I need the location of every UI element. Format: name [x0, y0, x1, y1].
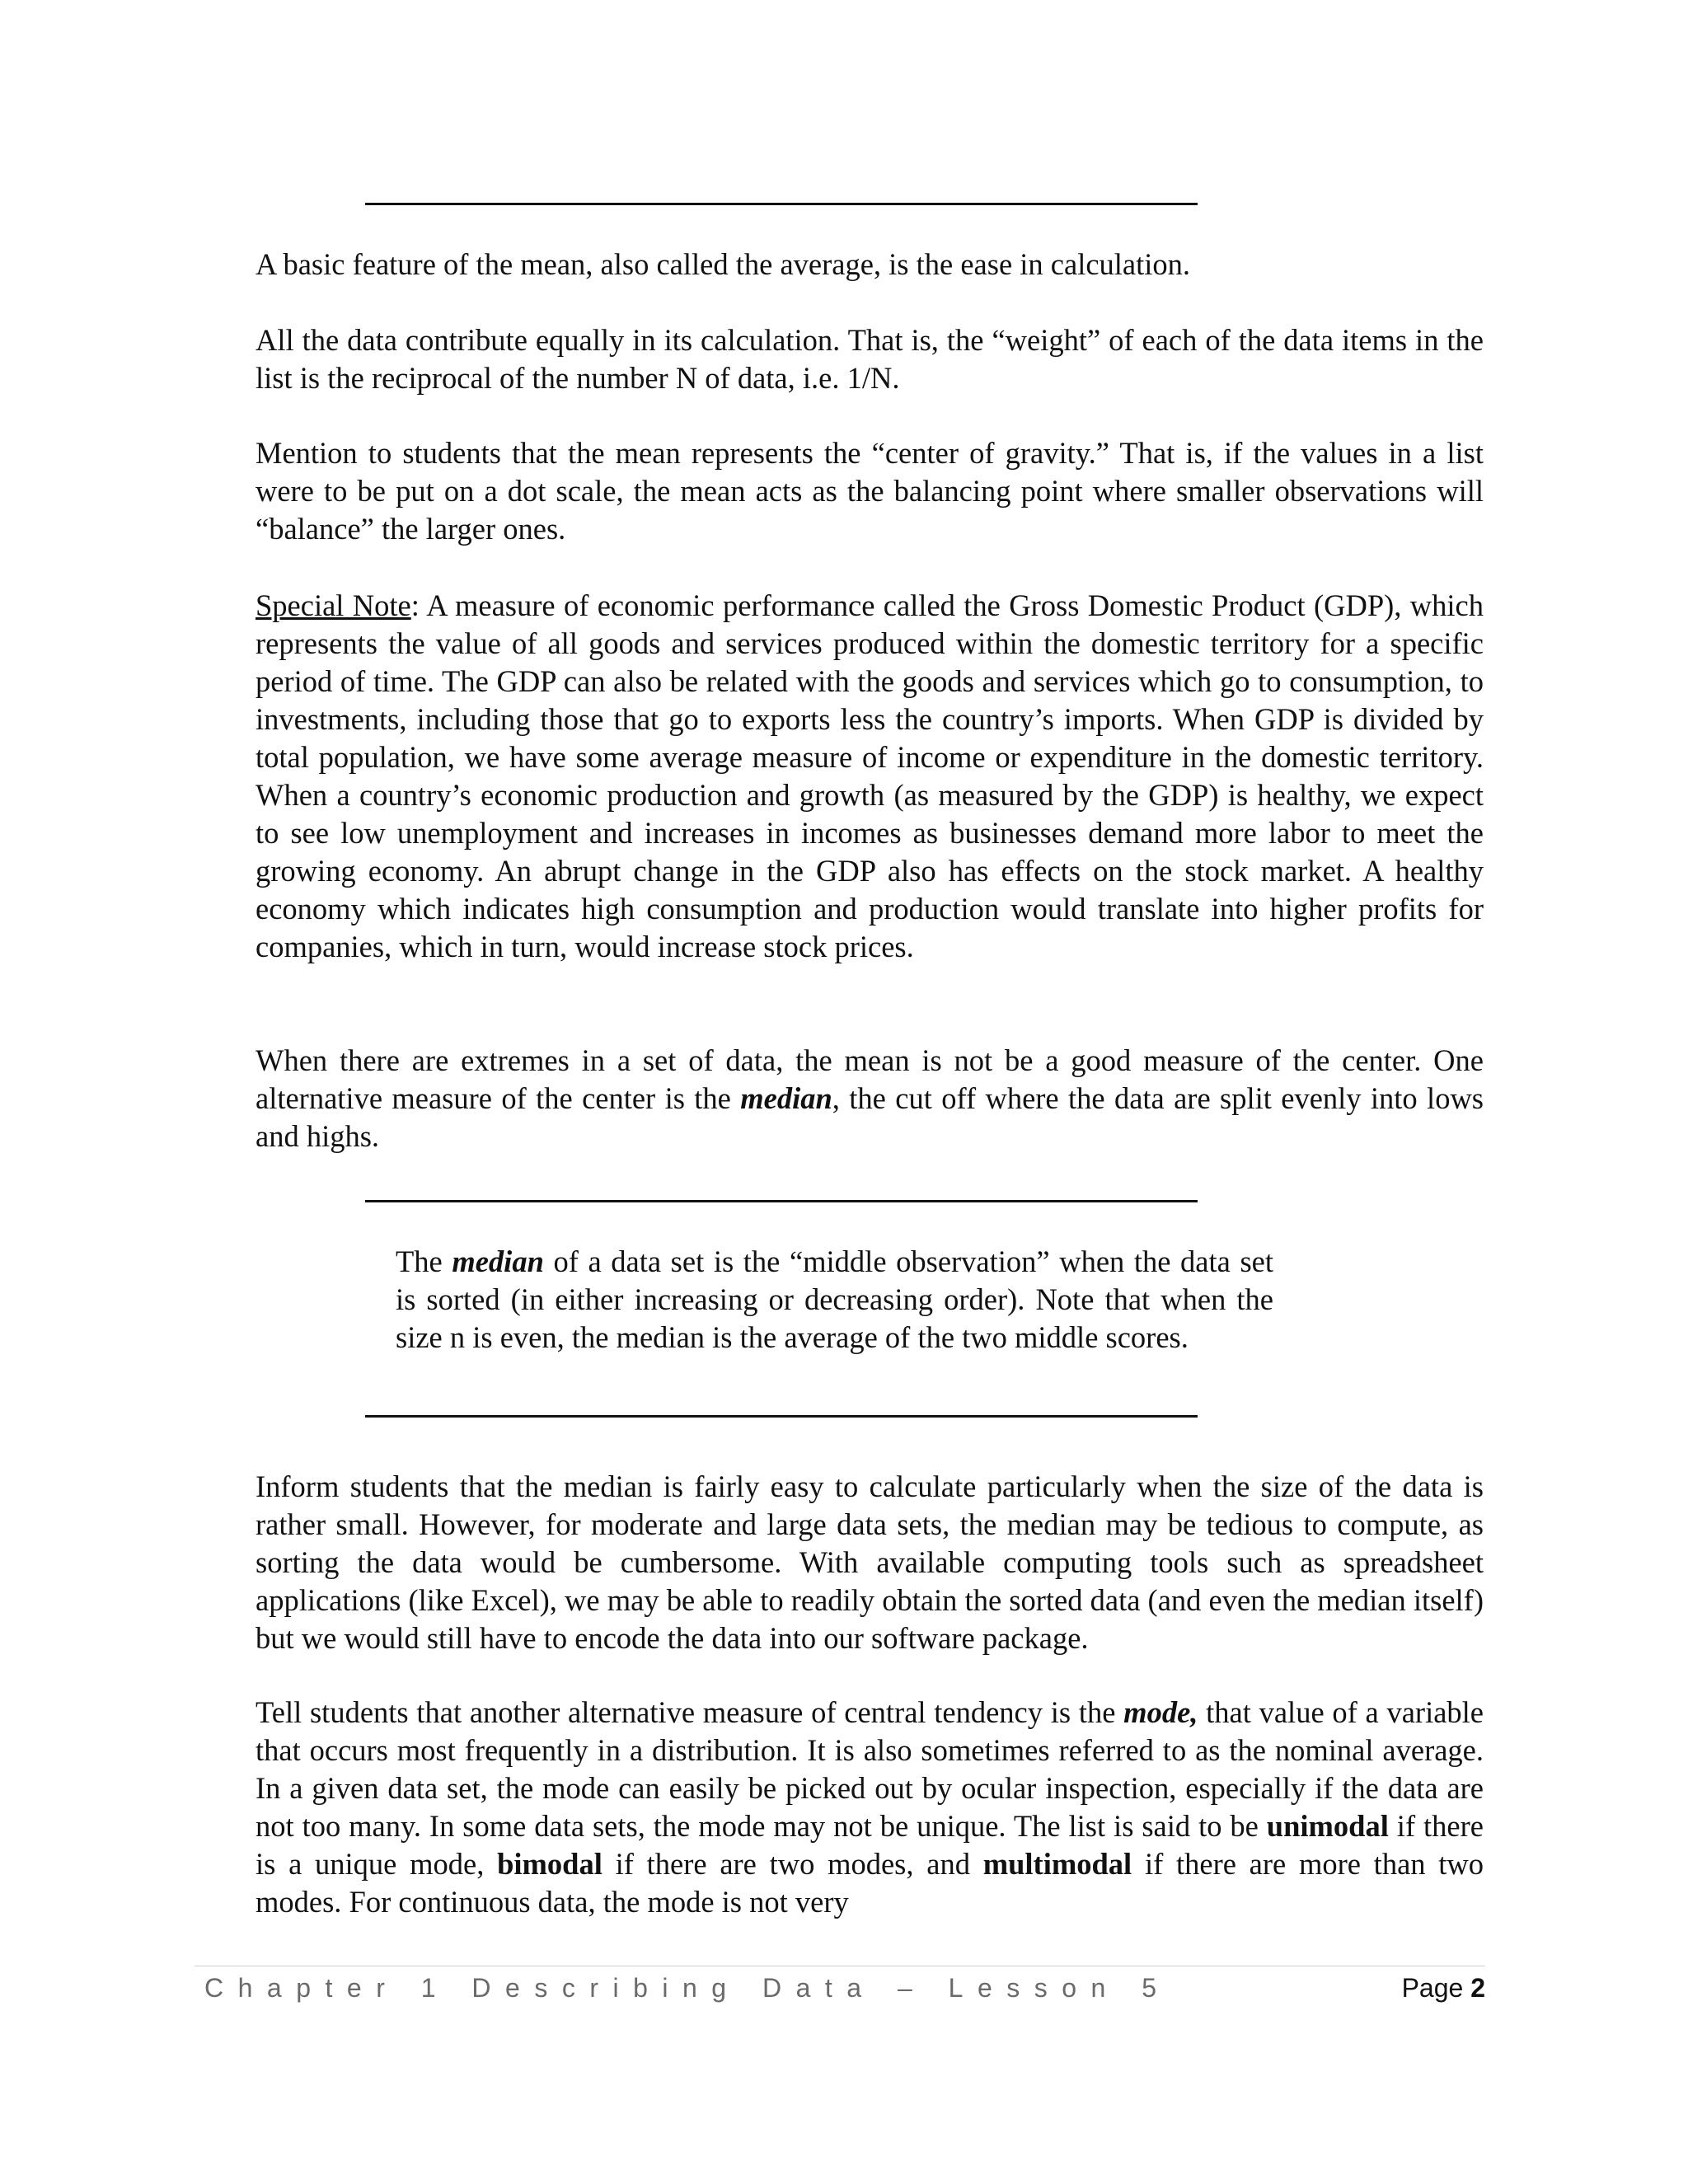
paragraph-mean-feature: A basic feature of the mean, also called the average, is the ease in calculation.	[256, 247, 1191, 281]
median-definition-text-a: The	[396, 1244, 452, 1278]
paragraph-median-calculation: Inform students that the median is fairly easy to calculate particularly when the size of the data is rather small. However, for moderate and large data sets, the median may be tedious to compute, as sorting the data would be cumbersome. With available computing tools such as spreadsheet applications (like Excel), we may be able to readily obtain the sorted data (and even the median itself) but we would still have to encode the data into our software package.	[256, 1469, 1484, 1655]
footer-page-value: 2	[1470, 1973, 1485, 2003]
multimodal-term: multimodal	[982, 1847, 1132, 1881]
special-note-body: : A measure of economic performance called the Gross Domestic Product (GDP), which represents the value of all goods and services produced within the domestic territory for a specific period of time. The GDP can also be related with the goods and services which go to consumption, to investments, including those that go to exports less the country’s imports. When GDP is divided by total population, we have some average measure of income or expenditure in the domestic territory. When a country’s economic production and growth (as measured by the GDP) is healthy, we expect to see low unemployment and increases in incomes as businesses demand more labor to meet the growing economy. An abrupt change in the GDP also has effects on the stock market. A healthy economy which indicates high consumption and production would translate into higher profits for companies, which in turn, would increase stock prices.	[256, 588, 1484, 963]
special-note-label: Special Note	[256, 588, 411, 622]
paragraph-median-intro	[256, 1042, 1484, 1155]
unimodal-term: unimodal	[1266, 1809, 1389, 1843]
top-box-rule	[365, 203, 1198, 205]
mode-term: mode,	[1123, 1695, 1198, 1729]
paragraph-center-of-gravity: Mention to students that the mean represents the “center of gravity.” That is, if the values in a list were to be put on a dot scale, the mean acts as the balancing point where smaller observations will “balance” the larger ones.	[256, 436, 1484, 546]
mode-text-b: that value of a variable that occurs most frequently in a distribution. It is also sometimes referred to as the nominal average. In a given data set, the mode can easily be picked out by ocular inspection, especially if the data are not too many. In some data sets, the mode may not be unique. The list is said to be	[256, 1695, 1484, 1843]
median-definition	[396, 1243, 1273, 1357]
paragraph-data-weight: All the data contribute equally in its calculation. That is, the “weight” of each of the data items in the list is the reciprocal of the number N of data, i.e. 1/N.	[256, 323, 1484, 395]
mode-text-c: if there is a unique mode,	[256, 1809, 1484, 1881]
mode-text-e: if there are more than two modes. For continuous data, the mode is not very	[256, 1847, 1484, 1919]
footer-page-number	[1402, 1973, 1485, 2004]
median-intro-text-b: , the cut off where the data are split evenly into lows and highs.	[256, 1081, 1484, 1153]
mode-text-a: Tell students that another alternative measure of central tendency is the	[256, 1695, 1124, 1729]
median-intro-text-a: When there are extremes in a set of data, the mean is not be a good measure of the center. One alternative measure of the center is the	[256, 1043, 1484, 1115]
paragraph-special-note	[256, 587, 1484, 966]
mode-text-d: if there are two modes, and	[602, 1847, 983, 1881]
median-box-top-rule	[365, 1200, 1198, 1202]
median-term: median	[740, 1081, 832, 1115]
footer-page-label: Page	[1401, 1973, 1471, 2003]
median-definition-text-b: of a data set is the “middle observation” when the data set is sorted (in either increasing or decreasing order). Note that when the size n is even, the median is the average of the two middle scores.	[396, 1244, 1273, 1354]
median-box-bottom-rule	[365, 1415, 1198, 1418]
footer-chapter-title: Chapter 1 Describing Data – Lesson 5	[204, 1973, 1171, 2003]
bimodal-term: bimodal	[497, 1847, 603, 1881]
paragraph-mode	[256, 1694, 1484, 1921]
median-definition-term: median	[452, 1244, 544, 1278]
